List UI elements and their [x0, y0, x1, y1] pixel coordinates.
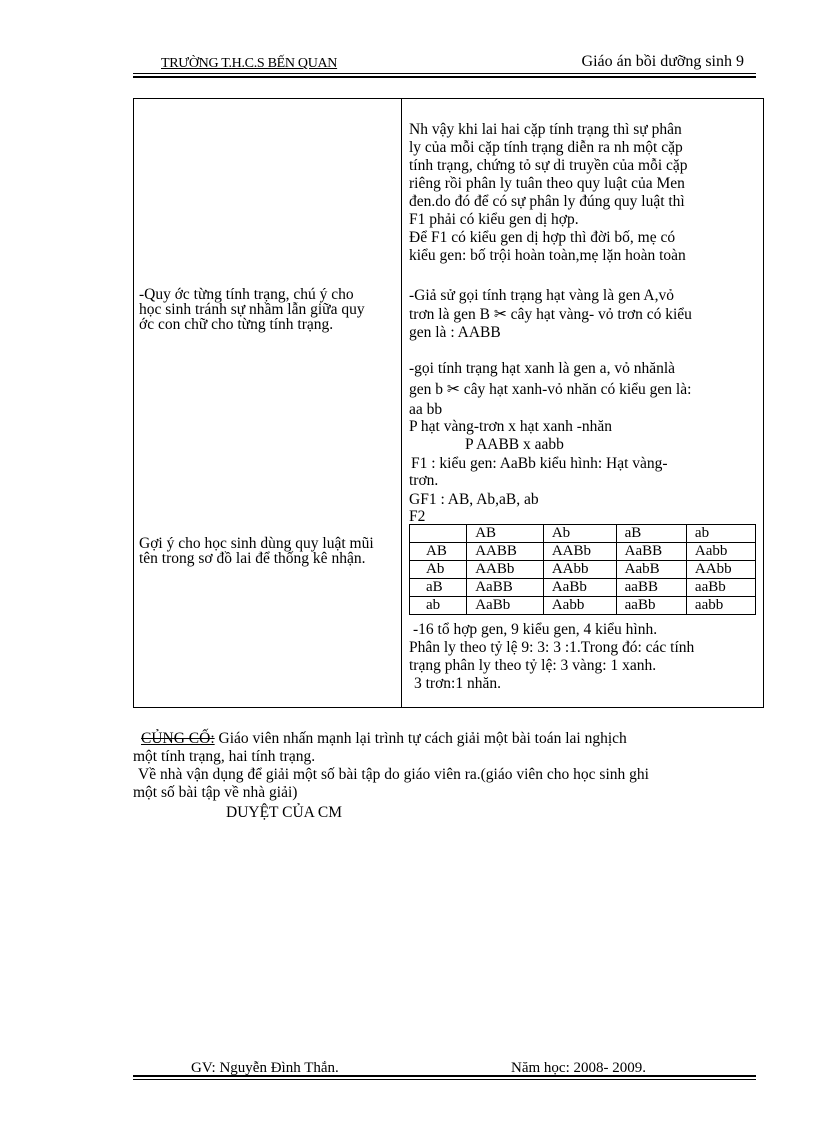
text-line: F1 phải có kiểu gen dị hợp.	[409, 211, 579, 228]
text-line: một tính trạng, hai tính trạng.	[133, 748, 316, 765]
table-cell	[410, 525, 467, 543]
table-cell: Ab	[543, 525, 616, 543]
school-name: TRƯỜNG T.H.C.S BẾN QUAN	[161, 56, 338, 71]
text-line: gen b ✂ cây hạt xanh-vỏ nhăn có kiểu gen là:	[409, 381, 692, 398]
text-line: trơn.	[409, 472, 439, 489]
table-cell: ab	[410, 597, 467, 615]
text-line: P AABB x aabb	[465, 436, 564, 453]
text-line: Để F1 có kiểu gen dị hợp thì đời bố, mẹ có	[409, 229, 676, 246]
table-cell: AaBB	[467, 579, 544, 597]
left-note-1: -Quy ớc từng tính trạng, chú ý cho học sinh tránh sự nhầm lẫn giữa quy ớc con chữ cho từng tính trạng.	[139, 286, 365, 333]
footer-rule	[133, 1079, 756, 1080]
table-cell: AABb	[543, 543, 616, 561]
table-cell: aB	[410, 579, 467, 597]
text-line: một số bài tập về nhà giải)	[133, 784, 298, 801]
text-line: gen là : AABB	[409, 324, 501, 341]
approval-heading: DUYỆT CỦA CM	[226, 804, 342, 821]
school-year: Năm học: 2008- 2009.	[511, 1060, 646, 1076]
document-title: Giáo án bồi dưỡng sinh 9	[581, 53, 744, 70]
header-rule-thick	[133, 76, 756, 78]
consolidation-label: CỦNG CỐ:	[141, 730, 215, 747]
table-cell: AABb	[467, 561, 544, 579]
table-cell: AB	[410, 543, 467, 561]
table-cell: aabb	[686, 597, 755, 615]
text-line: F1 : kiểu gen: AaBb kiểu hình: Hạt vàng-	[411, 455, 668, 472]
table-row	[410, 597, 756, 615]
table-cell: AaBb	[467, 597, 544, 615]
text-line: aa bb	[409, 401, 443, 418]
text-line: trơn là gen B ✂ cây hạt vàng- vỏ trơn có kiểu	[409, 306, 692, 323]
text-line: 3 trơn:1 nhăn.	[414, 675, 501, 692]
text-line: trạng phân ly theo tỷ lệ: 3 vàng: 1 xanh.	[409, 657, 657, 674]
f2-punnett-table	[409, 524, 756, 615]
consolidation-line	[141, 730, 627, 747]
header-rule	[133, 73, 756, 74]
table-cell: Aabb	[543, 597, 616, 615]
table-cell: aaBB	[616, 579, 686, 597]
table-cell: Aabb	[686, 543, 755, 561]
table-cell: Ab	[410, 561, 467, 579]
text-line: F2	[409, 508, 426, 525]
table-cell: AABB	[467, 543, 544, 561]
text-line: -gọi tính trạng hạt xanh là gen a, vỏ nhănlà	[409, 360, 676, 377]
table-cell: AabB	[616, 561, 686, 579]
table-cell: AaBB	[616, 543, 686, 561]
text-line: -16 tổ hợp gen, 9 kiểu gen, 4 kiểu hình.	[413, 621, 658, 638]
text-line: Về nhà vận dụng để giải một số bài tập do giáo viên ra.(giáo viên cho học sinh ghi	[138, 766, 649, 783]
text-line: ly của mỗi cặp tính trạng diễn ra nh một cặp	[409, 139, 683, 156]
page-header	[133, 52, 756, 72]
table-cell: AAbb	[543, 561, 616, 579]
consolidation-text: Giáo viên nhấn mạnh lại trình tự cách giải một bài toán lai nghịch	[218, 730, 627, 747]
table-cell: AAbb	[686, 561, 755, 579]
table-cell: aaBb	[616, 597, 686, 615]
text-line: Phân ly theo tỷ lệ 9: 3: 3 :1.Trong đó: các tính	[409, 639, 695, 656]
text-line: GF1 : AB, Ab,aB, ab	[409, 491, 539, 508]
text-line: tính trạng, chứng tỏ sự di truyền của mỗi cặp	[409, 157, 688, 174]
text-line: P hạt vàng-trơn x hạt xanh -nhăn	[409, 418, 613, 435]
text-line: -Giả sử gọi tính trạng hạt vàng là gen A,vỏ	[409, 287, 674, 304]
text-line: riêng rồi phân ly tuân theo quy luật của Men	[409, 175, 685, 192]
text-line: kiểu gen: bố trội hoàn toàn,mẹ lặn hoàn toàn	[409, 247, 686, 264]
text-line: Nh vậy khi lai hai cặp tính trạng thì sự phân	[409, 121, 682, 138]
teacher-name: GV: Nguyễn Đình Thắn.	[191, 1060, 339, 1076]
table-cell: AB	[467, 525, 544, 543]
left-note-2: Gợi ý cho học sinh dùng quy luật mũi tên trong sơ đồ lai để thống kê nhận.	[139, 535, 374, 567]
table-row	[410, 543, 756, 561]
table-row	[410, 525, 756, 543]
column-divider	[401, 98, 402, 708]
table-cell: AaBb	[543, 579, 616, 597]
footer-rule-thick	[133, 1075, 756, 1077]
text-line: đen.do đó để có sự phân ly đúng quy luật thì	[409, 193, 685, 210]
table-cell: aaBb	[686, 579, 755, 597]
table-row	[410, 561, 756, 579]
table-row	[410, 579, 756, 597]
table-cell: aB	[616, 525, 686, 543]
table-cell: ab	[686, 525, 755, 543]
